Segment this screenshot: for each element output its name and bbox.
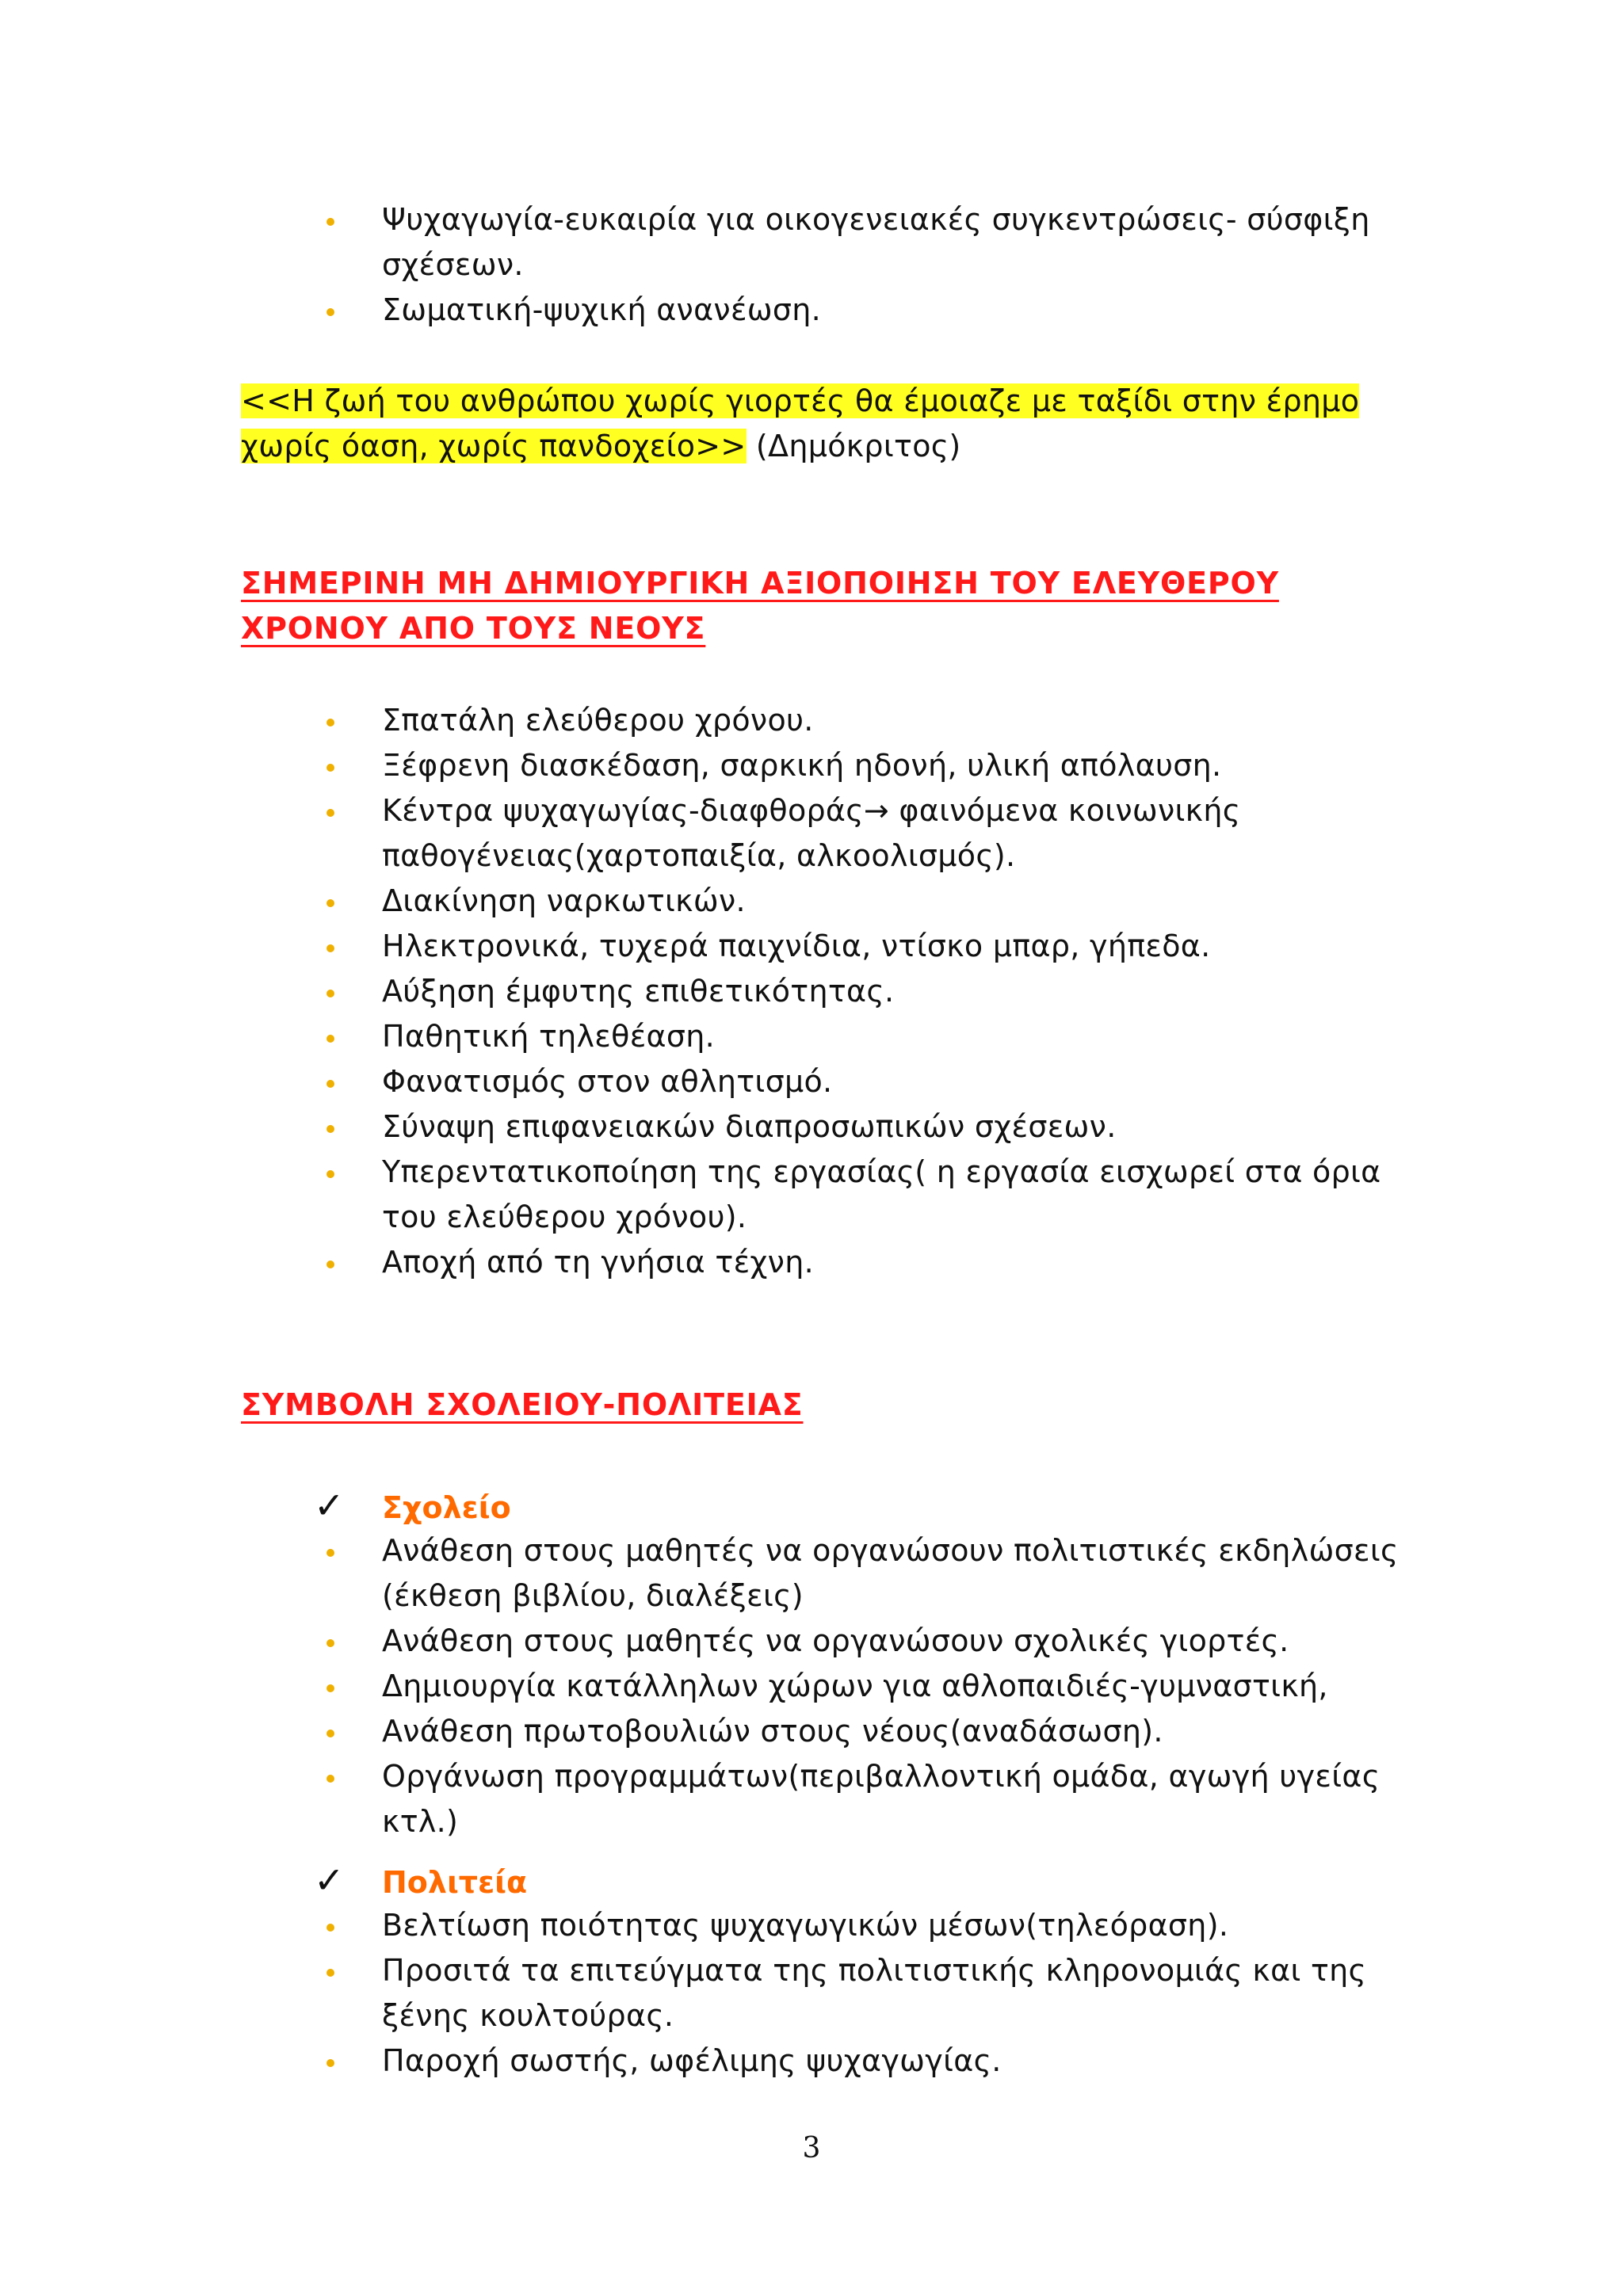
- misuse-bullet-list: [327, 698, 1404, 1285]
- bullet-icon: [327, 218, 334, 226]
- list-item: Αποχή από τη γνήσια τέχνη.: [327, 1240, 1404, 1285]
- page-number: 3: [802, 2132, 821, 2164]
- subheading-state: ✓ Πολιτεία: [314, 1859, 528, 1901]
- bullet-icon: [327, 764, 334, 772]
- bullet-icon: [327, 1639, 334, 1647]
- checkmark-icon: ✓: [314, 1859, 345, 1901]
- list-item: Ξέφρενη διασκέδαση, σαρκική ηδονή, υλική απόλαυση.: [327, 743, 1404, 788]
- bullet-icon: [327, 944, 334, 952]
- intro-bullet-list: [327, 197, 1404, 333]
- bullet-icon: [327, 1170, 334, 1178]
- list-item: Ανάθεση στους μαθητές να οργανώσουν σχολικές γιορτές.: [327, 1619, 1404, 1664]
- bullet-icon: [327, 1684, 334, 1692]
- bullet-icon: [327, 809, 334, 817]
- list-item: Ανάθεση στους μαθητές να οργανώσουν πολιτιστικές εκδηλώσεις (έκθεση βιβλίου, διαλέξεις): [327, 1528, 1404, 1619]
- list-item: Παροχή σωστής, ωφέλιμης ψυχαγωγίας.: [327, 2039, 1404, 2084]
- section-heading-contribution: ΣΥΜΒΟΛΗ ΣΧΟΛΕΙΟΥ-ΠΟΛΙΤΕΙΑΣ: [241, 1387, 804, 1422]
- bullet-icon: [327, 1035, 334, 1043]
- list-item: Παθητική τηλεθέαση.: [327, 1014, 1404, 1059]
- quote-paragraph: [241, 379, 1398, 469]
- quote-author: (Δημόκριτος): [746, 429, 961, 463]
- section-heading-misuse: ΣΗΜΕΡΙΝΗ ΜΗ ΔΗΜΙΟΥΡΓΙΚΗ ΑΞΙΟΠΟΙΗΣΗ ΤΟΥ ΕΛΕΥΘΕΡΟΥ ΧΡΟΝΟΥ ΑΠΟ ΤΟΥΣ ΝΕΟΥΣ: [241, 566, 1279, 646]
- bullet-icon: [327, 1924, 334, 1932]
- bullet-icon: [327, 2059, 334, 2067]
- list-item: Ανάθεση πρωτοβουλιών στους νέους(αναδάσωση).: [327, 1709, 1404, 1754]
- list-item: Υπερεντατικοποίηση της εργασίας( η εργασία εισχωρεί στα όρια του ελεύθερου χρόνου).: [327, 1150, 1404, 1240]
- checkmark-icon: ✓: [314, 1484, 345, 1527]
- bullet-icon: [327, 899, 334, 907]
- bullet-icon: [327, 1261, 334, 1268]
- highlighted-quote: <<Η ζωή του ανθρώπου χωρίς γιορτές θα έμοιαζε με ταξίδι στην έρημο χωρίς όαση, χωρίς πανδοχείο>>: [241, 383, 1360, 463]
- bullet-icon: [327, 1969, 334, 1977]
- list-item: Διακίνηση ναρκωτικών.: [327, 879, 1404, 924]
- state-bullet-list: [327, 1903, 1404, 2084]
- bullet-icon: [327, 1125, 334, 1133]
- list-item: Ψυχαγωγία-ευκαιρία για οικογενειακές συγκεντρώσεις- σύσφιξη σχέσεων.: [327, 197, 1404, 288]
- bullet-icon: [327, 990, 334, 997]
- list-item: Σωματική-ψυχική ανανέωση.: [327, 288, 1404, 333]
- list-item: Σύναψη επιφανειακών διαπροσωπικών σχέσεων.: [327, 1104, 1404, 1150]
- bullet-icon: [327, 1775, 334, 1783]
- list-item: Ηλεκτρονικά, τυχερά παιχνίδια, ντίσκο μπαρ, γήπεδα.: [327, 924, 1404, 969]
- list-item: Κέντρα ψυχαγωγίας-διαφθοράς→ φαινόμενα κοινωνικής παθογένειας(χαρτοπαιξία, αλκοολισμός).: [327, 788, 1404, 879]
- list-item: Οργάνωση προγραμμάτων(περιβαλλοντική ομάδα, αγωγή υγείας κτλ.): [327, 1754, 1404, 1844]
- bullet-icon: [327, 1080, 334, 1088]
- school-bullet-list: [327, 1528, 1404, 1844]
- list-item: Σπατάλη ελεύθερου χρόνου.: [327, 698, 1404, 743]
- list-item: Αύξηση έμφυτης επιθετικότητας.: [327, 969, 1404, 1014]
- bullet-icon: [327, 719, 334, 727]
- list-item: Βελτίωση ποιότητας ψυχαγωγικών μέσων(τηλεόραση).: [327, 1903, 1404, 1948]
- list-item: Φανατισμός στον αθλητισμό.: [327, 1059, 1404, 1104]
- subheading-school: ✓ Σχολείο: [314, 1484, 511, 1527]
- bullet-icon: [327, 308, 334, 316]
- list-item: Δημιουργία κατάλληλων χώρων για αθλοπαιδιές-γυμναστική,: [327, 1664, 1404, 1709]
- bullet-icon: [327, 1730, 334, 1737]
- bullet-icon: [327, 1549, 334, 1557]
- list-item: Προσιτά τα επιτεύγματα της πολιτιστικής κληρονομιάς και της ξένης κουλτούρας.: [327, 1948, 1404, 2039]
